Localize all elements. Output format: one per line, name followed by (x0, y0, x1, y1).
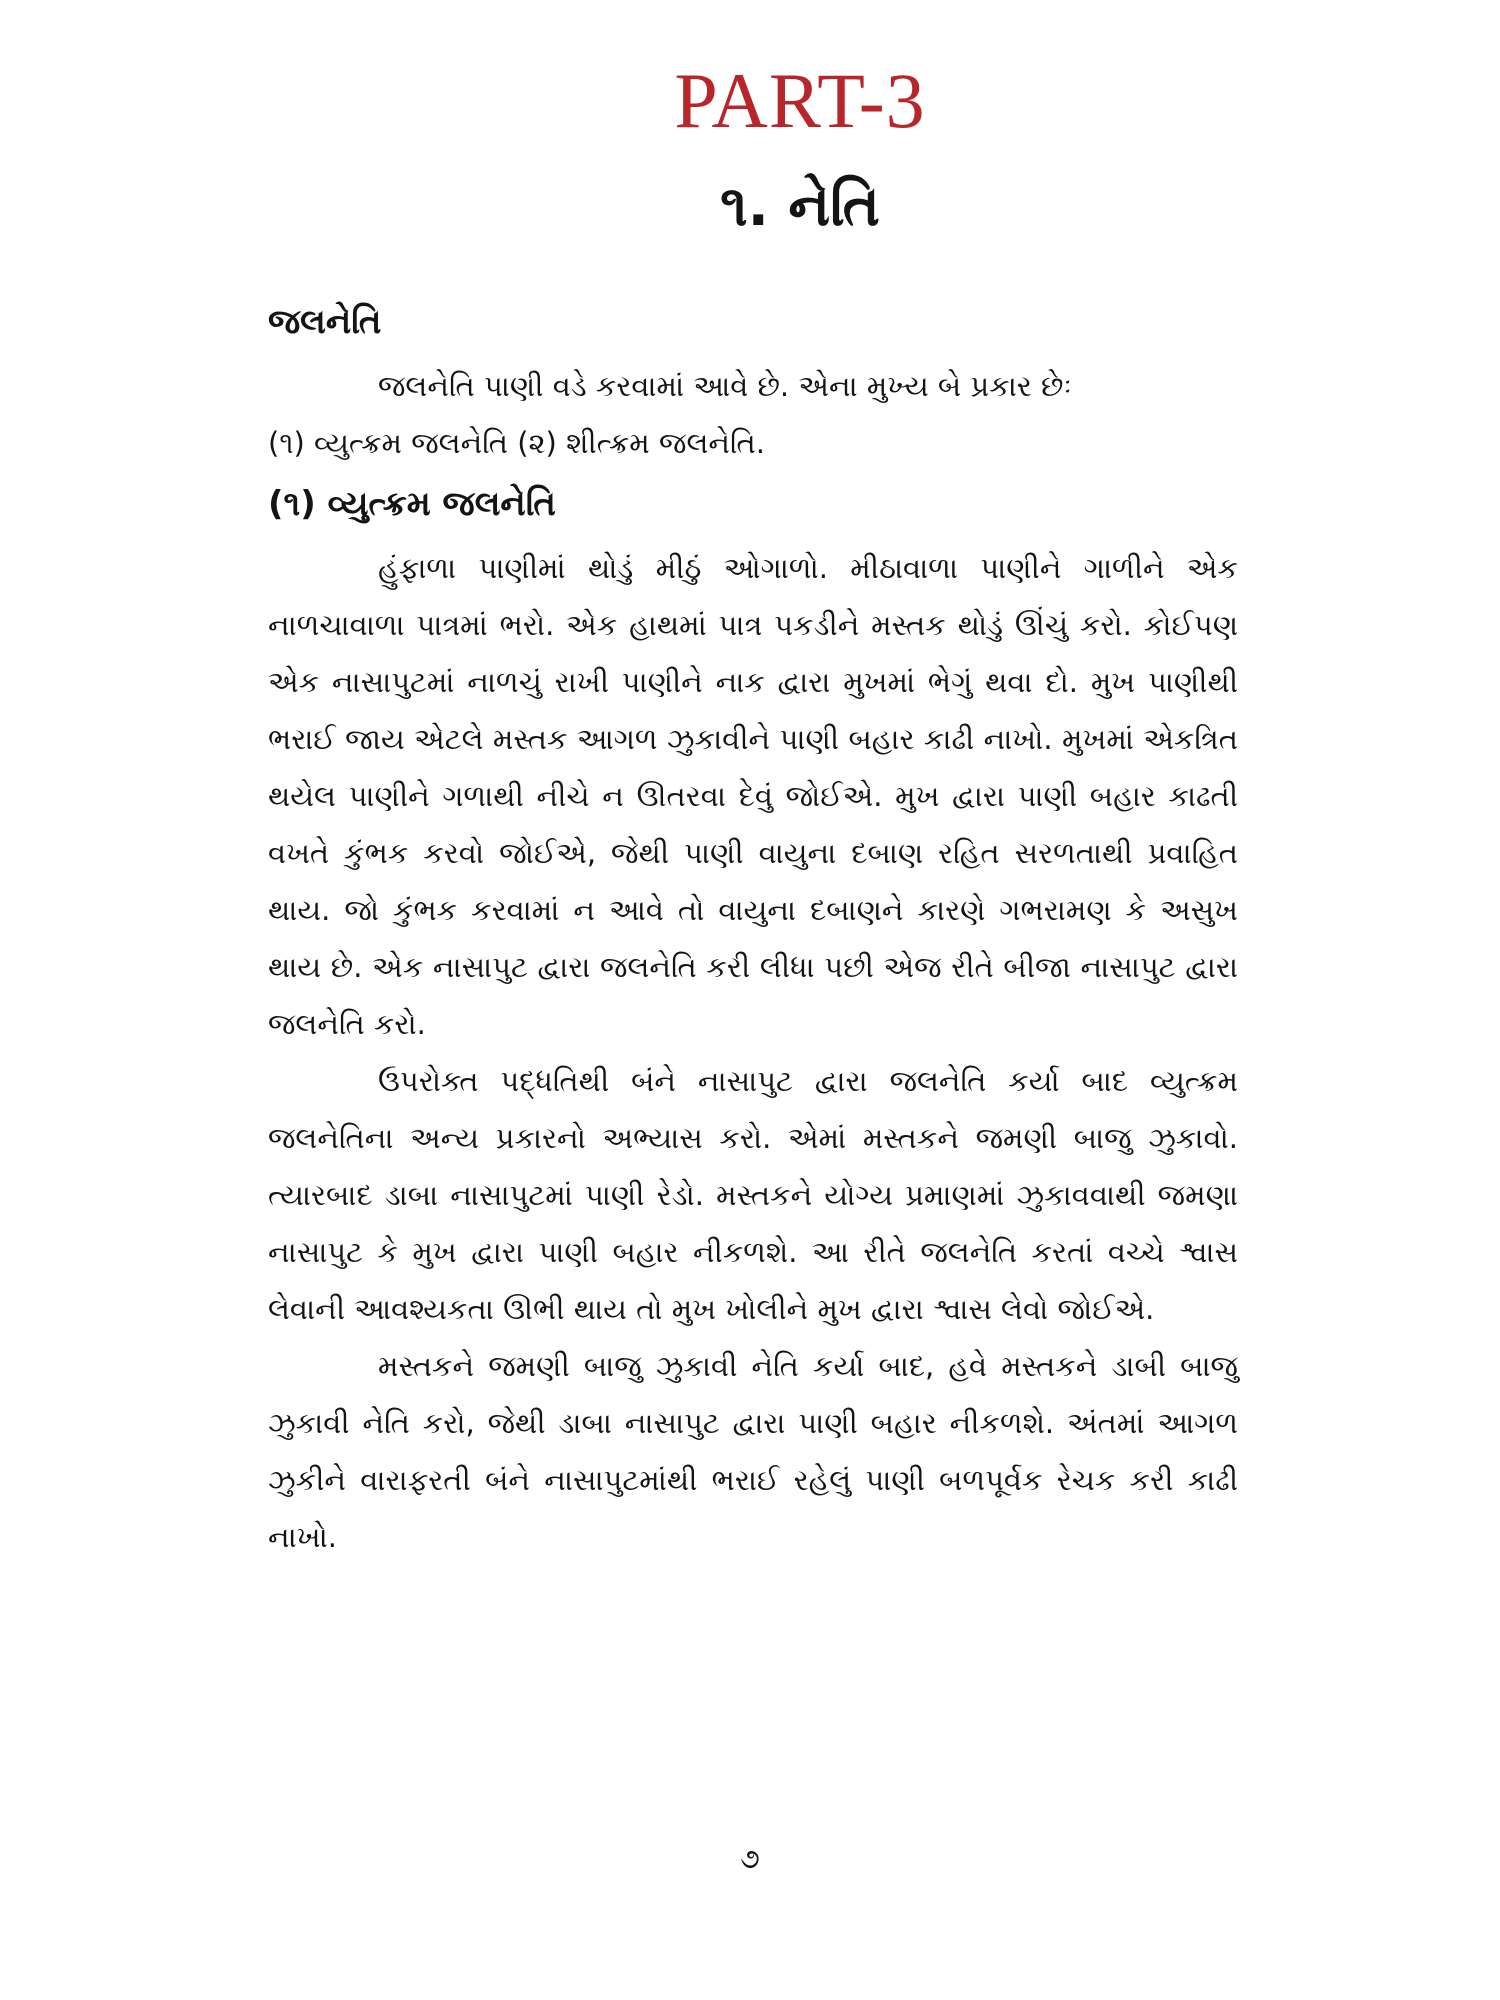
intro-line-1: જલનેતિ પાણી વડે કરવામાં આવે છે. એના મુખ્ય બે પ્રકાર છેઃ (378, 369, 1072, 404)
section-heading: જલનેતિ (268, 302, 382, 342)
page-number: ૭ (740, 1842, 760, 1875)
page-body (268, 290, 1238, 1566)
intro-line-2: (૧) વ્યુત્ક્રમ જલનેતિ (૨) શીત્ક્રમ જલનેતિ. (268, 426, 765, 461)
body-paragraph-2: ઉપરોક્ત પદ્ધતિથી બંને નાસાપુટ દ્વારા જલનેતિ કર્યા બાદ વ્યુત્ક્રમ જલનેતિના અન્ય પ્રકારનો અભ્યાસ કરો. એમાં મસ્તકને જમણી બાજુ ઝુકાવો. ત્યારબાદ ડાબા નાસાપુટમાં પાણી રેડો. મસ્તકને યોગ્ય પ્રમાણમાં ઝુકાવવાથી જમણા નાસાપુટ કે મુખ દ્વારા પાણી બહાર નીકળશે. આ રીતે જલનેતિ કરતાં વચ્ચે શ્વાસ લેવાની આવશ્યકતા ઊભી થાય તો મુખ ખોલીને મુખ દ્વારા શ્વાસ લેવો જોઈએ. (268, 1064, 1238, 1327)
part-heading: PART-3 (674, 57, 926, 144)
subsection-heading: (૧) વ્યુત્ક્રમ જલનેતિ (268, 484, 556, 525)
body-paragraph-1: હુંફાળા પાણીમાં થોડું મીઠું ઓગાળો. મીઠાવાળા પાણીને ગાળીને એક નાળચાવાળા પાત્રમાં ભરો. એક હાથમાં પાત્ર પકડીને મસ્તક થોડું ઊંચું કરો. કોઈપણ એક નાસાપુટમાં નાળચું રાખી પાણીને નાક દ્વારા મુખમાં ભેગું થવા દો. મુખ પાણીથી ભરાઈ જાય એટલે મસ્તક આગળ ઝુકાવીને પાણી બહાર કાઢી નાખો. મુખમાં એકત્રિત થયેલ પાણીને ગળાથી નીચે ન ઊતરવા દેવું જોઈએ. મુખ દ્વારા પાણી બહાર કાઢતી વખતે કુંભક કરવો જોઈએ, જેથી પાણી વાયુના દબાણ રહિત સરળતાથી પ્રવાહિત થાય. જો કુંભક કરવામાં ન આવે તો વાયુના દબાણને કારણે ગભરામણ કે અસુખ થાય છે. એક નાસાપુટ દ્વારા જલનેતિ કરી લીધા પછી એજ રીતે બીજા નાસાપુટ દ્વારા જલનેતિ કરો. (268, 551, 1238, 1042)
body-paragraph-3: મસ્તકને જમણી બાજુ ઝુકાવી નેતિ કર્યા બાદ, હવે મસ્તકને ડાબી બાજુ ઝુકાવી નેતિ કરો, જેથી ડાબા નાસાપુટ દ્વારા પાણી બહાર નીકળશે. અંતમાં આગળ ઝુકીને વારાફરતી બંને નાસાપુટમાંથી ભરાઈ રહેલું પાણી બળપૂર્વક રેચક કરી કાઢી નાખો. (268, 1349, 1238, 1555)
chapter-title: ૧. નેતિ (720, 174, 880, 239)
